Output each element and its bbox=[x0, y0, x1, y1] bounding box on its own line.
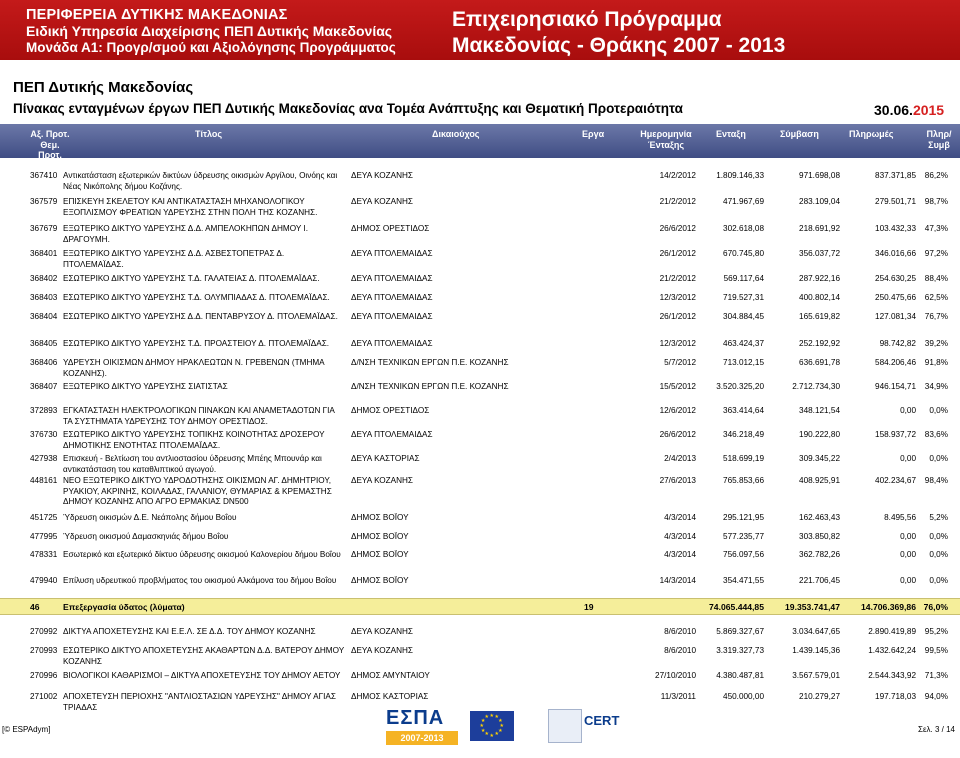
row-beneficiary: ΔΗΜΟΣ ΒΟΪΟΥ bbox=[351, 532, 409, 541]
row-contract: 162.463,43 bbox=[799, 513, 840, 522]
row-title: ΕΣΩΤΕΡΙΚΟ ΔΙΚΤΥΟ ΥΔΡΕΥΣΗΣ ΤΟΠΙΚΗΣ ΚΟΙΝΟΤΗΤΑΣ ΔΡΟΣΕΡΟΥ ΔΗΜΟΤΙΚΗΣ ΕΝΟΤΗΤΑΣ ΠΤΟΛΕΜΑΪΔΑΣ. bbox=[63, 430, 325, 450]
row-entaxi: 670.745,80 bbox=[723, 249, 764, 258]
row-title: Εσωτερικό και εξωτερικό δίκτυο ύδρευσης οικισμού Καλονερίου δήμου Βοΐου bbox=[63, 550, 341, 559]
row-date: 21/2/2012 bbox=[659, 274, 696, 283]
row-entaxi: 450.000,00 bbox=[723, 692, 764, 701]
row-payments: 103.432,33 bbox=[875, 224, 916, 233]
row-ratio: 39,2% bbox=[924, 339, 948, 348]
row-contract: 408.925,91 bbox=[799, 476, 840, 485]
row-contract: 283.109,04 bbox=[799, 197, 840, 206]
row-date: 27/10/2010 bbox=[655, 671, 696, 680]
row-ratio: 5,2% bbox=[929, 513, 948, 522]
row-beneficiary: Δ/ΝΣΗ ΤΕΧΝΙΚΩΝ ΕΡΓΩΝ Π.Ε. ΚΟΖΑΝΗΣ bbox=[351, 382, 509, 391]
eu-star-icon: ★ bbox=[494, 713, 499, 720]
row-contract: 309.345,22 bbox=[799, 454, 840, 463]
row-beneficiary: ΔΕΥΑ ΚΟΖΑΝΗΣ bbox=[351, 197, 413, 206]
row-contract: 1.439.145,36 bbox=[792, 646, 840, 655]
eu-star-icon: ★ bbox=[484, 731, 489, 738]
banner-authority: Ειδική Υπηρεσία Διαχείρισης ΠΕΠ Δυτικής Μακεδονίας bbox=[26, 23, 393, 39]
row-beneficiary: ΔΕΥΑ ΠΤΟΛΕΜΑΙΔΑΣ bbox=[351, 293, 433, 302]
row-entaxi: 471.967,69 bbox=[723, 197, 764, 206]
row-ratio: 95,2% bbox=[924, 627, 948, 636]
column-contract: Σύμβαση bbox=[780, 129, 819, 139]
total-entaxi: 74.065.444,85 bbox=[709, 602, 764, 612]
row-ratio: 83,6% bbox=[924, 430, 948, 439]
row-mis: 367579 bbox=[30, 197, 58, 206]
column-date bbox=[636, 129, 696, 150]
espa-logo-word: ΕΣΠΑ bbox=[386, 707, 445, 729]
row-payments: 250.475,66 bbox=[875, 293, 916, 302]
row-entaxi: 3.319.327,73 bbox=[716, 646, 764, 655]
column-ratio bbox=[922, 129, 956, 150]
row-ratio: 0,0% bbox=[929, 550, 948, 559]
footer-page-number: Σελ. 3 / 14 bbox=[918, 725, 955, 734]
row-beneficiary: ΔΗΜΟΣ ΟΡΕΣΤΙΔΟΣ bbox=[351, 406, 430, 415]
row-title: ΝΕΟ ΕΞΩΤΕΡΙΚΟ ΔΙΚΤΥΟ ΥΔΡΟΔΟΤΗΣΗΣ ΟΙΚΙΣΜΩΝ ΑΓ. ΔΗΜΗΤΡΙΟΥ, ΡΥΑΚΙΟΥ, ΑΚΡΙΝΗΣ, ΚΟΙΛΑΔΑΣ, ΓΑΛΑΝΙΟΥ, ΘΥΜΑΡΙΑΣ & ΚΡΕΜΑΣΤΗΣ ΔΗΜΟΥ ΚΟΖΑΝΗΣ ΑΠΟ ΑΓΡΟ ΕΡΜΑΚΙΑΣ DN500 bbox=[63, 476, 332, 506]
row-mis: 368405 bbox=[30, 339, 58, 348]
row-beneficiary: ΔΗΜΟΣ ΚΑΣΤΟΡΙΑΣ bbox=[351, 692, 429, 701]
row-date: 15/5/2012 bbox=[659, 382, 696, 391]
row-title: ΕΣΩΤΕΡΙΚΟ ΔΙΚΤΥΟ ΥΔΡΕΥΣΗΣ Δ.Δ. ΠΕΝΤΑΒΡΥΣΟΥ Δ. ΠΤΟΛΕΜΑΪΔΑΣ. bbox=[63, 312, 338, 321]
total-code: 46 bbox=[30, 602, 40, 612]
row-mis: 270992 bbox=[30, 627, 58, 636]
row-payments: 946.154,71 bbox=[875, 382, 916, 391]
page-title: ΠΕΠ Δυτικής Μακεδονίας bbox=[13, 79, 194, 96]
row-title: Ύδρευση οικισμού Δαμασκηνιάς δήμου Βοΐου bbox=[63, 532, 229, 541]
row-entaxi: 346.218,49 bbox=[723, 430, 764, 439]
row-payments: 0,00 bbox=[900, 532, 916, 541]
eu-star-icon: ★ bbox=[480, 727, 486, 734]
row-mis: 368403 bbox=[30, 293, 58, 302]
row-contract: 190.222,80 bbox=[799, 430, 840, 439]
row-payments: 254.630,25 bbox=[875, 274, 916, 283]
row-date: 8/6/2010 bbox=[664, 646, 696, 655]
row-mis: 368404 bbox=[30, 312, 58, 321]
row-mis: 372893 bbox=[30, 406, 58, 415]
row-payments: 2.544.343,92 bbox=[868, 671, 916, 680]
row-beneficiary: ΔΕΥΑ ΚΟΖΑΝΗΣ bbox=[351, 476, 413, 485]
row-ratio: 0,0% bbox=[929, 532, 948, 541]
row-title: ΕΞΩΤΕΡΙΚΟ ΔΙΚΤΥΟ ΥΔΡΕΥΣΗΣ ΣΙΑΤΙΣΤΑΣ bbox=[63, 382, 228, 391]
report-date-year: 2015 bbox=[912, 102, 945, 118]
row-mis: 270993 bbox=[30, 646, 58, 655]
row-ratio: 71,3% bbox=[924, 671, 948, 680]
cert-logo-word: CERT bbox=[584, 713, 620, 728]
row-title: ΕΣΩΤΕΡΙΚΟ ΔΙΚΤΥΟ ΥΔΡΕΥΣΗΣ Τ.Δ. ΠΡΟΑΣΤΕΙΟΥ Δ. ΠΤΟΛΕΜΑΪΔΑΣ. bbox=[63, 339, 330, 348]
eu-star-icon: ★ bbox=[484, 713, 489, 720]
espa-logo bbox=[384, 707, 460, 747]
column-beneficiary: Δικαιούχος bbox=[432, 129, 480, 139]
row-mis: 376730 bbox=[30, 430, 58, 439]
row-payments: 98.742,82 bbox=[879, 339, 916, 348]
total-works: 19 bbox=[584, 602, 594, 612]
row-payments: 0,00 bbox=[900, 576, 916, 585]
row-ratio: 0,0% bbox=[929, 406, 948, 415]
row-date: 5/7/2012 bbox=[664, 358, 696, 367]
report-date bbox=[874, 102, 944, 118]
cert-logo bbox=[548, 709, 620, 745]
column-entaxi: Ενταξη bbox=[716, 129, 746, 139]
row-entaxi: 569.117,64 bbox=[723, 274, 764, 283]
row-contract: 356.037,72 bbox=[799, 249, 840, 258]
footer-logos bbox=[384, 707, 624, 749]
row-entaxi: 518.699,19 bbox=[723, 454, 764, 463]
row-ratio: 34,9% bbox=[924, 382, 948, 391]
column-code-l3: MIS bbox=[41, 160, 58, 171]
row-ratio: 76,7% bbox=[924, 312, 948, 321]
row-payments: 127.081,34 bbox=[875, 312, 916, 321]
row-beneficiary: ΔΗΜΟΣ ΒΟΪΟΥ bbox=[351, 576, 409, 585]
row-title: ΕΞΩΤΕΡΙΚΟ ΔΙΚΤΥΟ ΥΔΡΕΥΣΗΣ Δ.Δ. ΑΜΠΕΛΟΚΗΠΩΝ ΔΗΜΟΥ Ι. ΔΡΑΓΟΥΜΗ. bbox=[63, 224, 308, 244]
row-date: 12/3/2012 bbox=[659, 293, 696, 302]
eu-star-icon: ★ bbox=[498, 727, 503, 734]
row-date: 14/2/2012 bbox=[659, 171, 696, 180]
row-date: 26/1/2012 bbox=[659, 312, 696, 321]
eu-flag-icon bbox=[470, 711, 514, 741]
row-ratio: 94,0% bbox=[924, 692, 948, 701]
row-date: 4/3/2014 bbox=[664, 513, 696, 522]
row-entaxi: 4.380.487,81 bbox=[716, 671, 764, 680]
row-title: Αντικατάσταση εξωτερικών δικτύων ύδρευσης οικισμών Αργίλου, Οινόης και Νέας Νικόπολης δήμου Κοζάνης. bbox=[63, 171, 338, 191]
row-payments: 0,00 bbox=[900, 454, 916, 463]
row-mis: 368407 bbox=[30, 382, 58, 391]
column-payments: Πληρωμές bbox=[849, 129, 894, 139]
row-entaxi: 1.809.146,33 bbox=[716, 171, 764, 180]
row-contract: 636.691,78 bbox=[799, 358, 840, 367]
total-contract: 19.353.741,47 bbox=[785, 602, 840, 612]
column-ratio-l2: Συμβ bbox=[928, 139, 950, 150]
row-title: Ύδρευση οικισμών Δ.Ε. Νεάπολης δήμου Βοΐου bbox=[63, 513, 237, 522]
row-title: ΕΣΩΤΕΡΙΚΟ ΔΙΚΤΥΟ ΑΠΟΧΕΤΕΥΣΗΣ ΑΚΑΘΑΡΤΩΝ Δ.Δ. ΒΑΤΕΡΟΥ ΔΗΜΟΥ ΚΟΖΑΝΗΣ bbox=[63, 646, 345, 666]
row-date: 21/2/2012 bbox=[659, 197, 696, 206]
row-contract: 362.782,26 bbox=[799, 550, 840, 559]
row-payments: 346.016,66 bbox=[875, 249, 916, 258]
eu-star-icon: ★ bbox=[489, 712, 494, 719]
row-beneficiary: ΔΕΥΑ ΠΤΟΛΕΜΑΙΔΑΣ bbox=[351, 430, 433, 439]
total-ratio: 76,0% bbox=[923, 602, 948, 612]
row-mis: 367410 bbox=[30, 171, 58, 180]
row-title: ΕΓΚΑΤΑΣΤΑΣΗ ΗΛΕΚΤΡΟΛΟΓΙΚΩΝ ΠΙΝΑΚΩΝ ΚΑΙ ΑΝΑΜΕΤΑΔΟΤΩΝ ΓΙΑ ΤΑ ΣΥΣΤΗΜΑΤΑ ΥΔΡΕΥΣΗΣ ΤΟΥ ΔΗΜΟΥ ΟΡΕΣΤΙΔΟΣ. bbox=[63, 406, 335, 426]
row-entaxi: 713.012,15 bbox=[723, 358, 764, 367]
row-date: 8/6/2010 bbox=[664, 627, 696, 636]
row-date: 12/3/2012 bbox=[659, 339, 696, 348]
row-entaxi: 719.527,31 bbox=[723, 293, 764, 302]
row-payments: 197.718,03 bbox=[875, 692, 916, 701]
espa-logo-years: 2007-2013 bbox=[386, 731, 458, 745]
page-subtitle: Πίνακας ενταγμένων έργων ΠΕΠ Δυτικής Μακεδονίας ανα Τομέα Ανάπτυξης και Θεματική Προτεραιότητα bbox=[13, 101, 683, 116]
row-date: 2/4/2013 bbox=[664, 454, 696, 463]
column-code bbox=[30, 129, 70, 171]
row-entaxi: 756.097,56 bbox=[723, 550, 764, 559]
row-ratio: 99,5% bbox=[924, 646, 948, 655]
row-mis: 478331 bbox=[30, 550, 58, 559]
row-beneficiary: ΔΕΥΑ ΚΑΣΤΟΡΙΑΣ bbox=[351, 454, 420, 463]
row-beneficiary: ΔΕΥΑ ΠΤΟΛΕΜΑΙΔΑΣ bbox=[351, 312, 433, 321]
row-contract: 221.706,45 bbox=[799, 576, 840, 585]
banner-programme: Επιχειρησιακό Πρόγραμμα bbox=[452, 8, 722, 31]
row-payments: 8.495,56 bbox=[884, 513, 916, 522]
row-beneficiary: ΔΕΥΑ ΚΟΖΑΝΗΣ bbox=[351, 627, 413, 636]
banner-region: ΠΕΡΙΦΕΡΕΙΑ ΔΥΤΙΚΗΣ ΜΑΚΕΔΟΝΙΑΣ bbox=[26, 7, 288, 23]
cert-badge-icon bbox=[548, 709, 582, 743]
row-beneficiary: ΔΕΥΑ ΠΤΟΛΕΜΑΙΔΑΣ bbox=[351, 274, 433, 283]
row-title: ΒΙΟΛΟΓΙΚΟΙ ΚΑΘΑΡΙΣΜΟΙ – ΔΙΚΤΥΑ ΑΠΟΧΕΤΕΥΣΗΣ ΤΟΥ ΔΗΜΟΥ ΑΕΤΟΥ bbox=[63, 671, 341, 680]
row-payments: 0,00 bbox=[900, 406, 916, 415]
header-banner bbox=[0, 0, 960, 60]
row-entaxi: 354.471,55 bbox=[723, 576, 764, 585]
row-entaxi: 295.121,95 bbox=[723, 513, 764, 522]
eu-star-icon: ★ bbox=[494, 731, 499, 738]
row-ratio: 97,2% bbox=[924, 249, 948, 258]
row-mis: 448161 bbox=[30, 476, 58, 485]
row-title: ΕΞΩΤΕΡΙΚΟ ΔΙΚΤΥΟ ΥΔΡΕΥΣΗΣ Δ.Δ. ΑΣΒΕΣΤΟΠΕΤΡΑΣ Δ. ΠΤΟΛΕΜΑΪΔΑΣ. bbox=[63, 249, 285, 269]
row-entaxi: 463.424,37 bbox=[723, 339, 764, 348]
column-code-l1: Αξ. Προτ. bbox=[30, 129, 70, 139]
row-entaxi: 363.414,64 bbox=[723, 406, 764, 415]
column-code-l2: Θεμ. Προτ. bbox=[38, 139, 62, 160]
column-date-l1: Ημερομηνία bbox=[640, 129, 692, 139]
row-payments: 279.501,71 bbox=[875, 197, 916, 206]
row-beneficiary: ΔΗΜΟΣ ΒΟΪΟΥ bbox=[351, 513, 409, 522]
row-contract: 218.691,92 bbox=[799, 224, 840, 233]
row-mis: 368406 bbox=[30, 358, 58, 367]
row-mis: 367679 bbox=[30, 224, 58, 233]
column-title: Τίτλος bbox=[195, 129, 223, 139]
row-beneficiary: ΔΕΥΑ ΚΟΖΑΝΗΣ bbox=[351, 646, 413, 655]
eu-star-icon: ★ bbox=[499, 722, 504, 729]
row-ratio: 0,0% bbox=[929, 454, 948, 463]
row-contract: 971.698,08 bbox=[799, 171, 840, 180]
footer-copyright: [© ESPAdym] bbox=[2, 725, 51, 734]
row-mis: 271002 bbox=[30, 692, 58, 701]
row-date: 26/6/2012 bbox=[659, 224, 696, 233]
row-entaxi: 304.884,45 bbox=[723, 312, 764, 321]
row-mis: 368402 bbox=[30, 274, 58, 283]
row-date: 26/1/2012 bbox=[659, 249, 696, 258]
row-date: 14/3/2014 bbox=[659, 576, 696, 585]
row-payments: 584.206,46 bbox=[875, 358, 916, 367]
row-contract: 2.712.734,30 bbox=[792, 382, 840, 391]
banner-unit: Μονάδα Α1: Προγρ/σμού και Αξιολόγησης Προγράμματος bbox=[26, 40, 396, 55]
row-payments: 1.432.642,24 bbox=[868, 646, 916, 655]
row-ratio: 86,2% bbox=[924, 171, 948, 180]
row-title: ΔΙΚΤΥΑ ΑΠΟΧΕΤΕΥΣΗΣ ΚΑΙ Ε.Ε.Λ. ΣΕ Δ.Δ. ΤΟΥ ΔΗΜΟΥ ΚΟΖΑΝΗΣ bbox=[63, 627, 316, 636]
row-contract: 3.567.579,01 bbox=[792, 671, 840, 680]
row-ratio: 98,7% bbox=[924, 197, 948, 206]
column-date-l2: Ένταξης bbox=[647, 139, 685, 150]
row-payments: 158.937,72 bbox=[875, 430, 916, 439]
column-ratio-l1: Πληρ/ bbox=[926, 129, 952, 139]
row-ratio: 91,8% bbox=[924, 358, 948, 367]
row-contract: 400.802,14 bbox=[799, 293, 840, 302]
row-ratio: 98,4% bbox=[924, 476, 948, 485]
row-mis: 368401 bbox=[30, 249, 58, 258]
banner-programme-period: Μακεδονίας - Θράκης 2007 - 2013 bbox=[452, 34, 786, 57]
row-mis: 451725 bbox=[30, 513, 58, 522]
row-contract: 165.619,82 bbox=[799, 312, 840, 321]
row-beneficiary: ΔΕΥΑ ΠΤΟΛΕΜΑΙΔΑΣ bbox=[351, 249, 433, 258]
row-contract: 303.850,82 bbox=[799, 532, 840, 541]
row-mis: 427938 bbox=[30, 454, 58, 463]
row-contract: 287.922,16 bbox=[799, 274, 840, 283]
row-beneficiary: ΔΗΜΟΣ ΟΡΕΣΤΙΔΟΣ bbox=[351, 224, 430, 233]
eu-star-icon: ★ bbox=[480, 717, 486, 724]
table-header bbox=[0, 124, 960, 171]
row-title: Επισκευή - Βελτίωση του αντλιοστασίου ύδρευσης Μπέης Μπουνάρ και αντικατάσταση του καταθλιπτικού αγωγού. bbox=[63, 454, 322, 474]
row-contract: 252.192,92 bbox=[799, 339, 840, 348]
row-title: ΕΣΩΤΕΡΙΚΟ ΔΙΚΤΥΟ ΥΔΡΕΥΣΗΣ Τ.Δ. ΟΛΥΜΠΙΑΔΑΣ Δ. ΠΤΟΛΕΜΑΪΔΑΣ. bbox=[63, 293, 330, 302]
total-title: Επεξεργασία ύδατος (λύματα) bbox=[63, 602, 185, 612]
row-title: Επίλυση υδρευτικού προβλήματος του οικισμού Αλκάμονα του δήμου Βοΐου bbox=[63, 576, 337, 585]
row-title: ΕΣΩΤΕΡΙΚΟ ΔΙΚΤΥΟ ΥΔΡΕΥΣΗΣ Τ.Δ. ΓΑΛΑΤΕΙΑΣ Δ. ΠΤΟΛΕΜΑΪΔΑΣ. bbox=[63, 274, 320, 283]
total-payments: 14.706.369,86 bbox=[861, 602, 916, 612]
row-entaxi: 3.520.325,20 bbox=[716, 382, 764, 391]
row-beneficiary: ΔΗΜΟΣ ΑΜΥΝΤΑΙΟΥ bbox=[351, 671, 430, 680]
row-date: 12/6/2012 bbox=[659, 406, 696, 415]
row-date: 27/6/2013 bbox=[659, 476, 696, 485]
category-total-row bbox=[0, 598, 960, 615]
row-title: ΑΠΟΧΕΤΕΥΣΗ ΠΕΡΙΟΧΗΣ "ΑΝΤΛΙΟΣΤΑΣΙΩΝ ΥΔΡΕΥΣΗΣ" ΔΗΜΟΥ ΑΓΙΑΣ ΤΡΙΑΔΑΣ bbox=[63, 692, 336, 712]
row-mis: 477995 bbox=[30, 532, 58, 541]
row-date: 4/3/2014 bbox=[664, 550, 696, 559]
row-beneficiary: Δ/ΝΣΗ ΤΕΧΝΙΚΩΝ ΕΡΓΩΝ Π.Ε. ΚΟΖΑΝΗΣ bbox=[351, 358, 509, 367]
row-mis: 479940 bbox=[30, 576, 58, 585]
row-title: ΥΔΡΕΥΣΗ ΟΙΚΙΣΜΩΝ ΔΗΜΟΥ ΗΡΑΚΛΕΩΤΩΝ Ν. ΓΡΕΒΕΝΩΝ (ΤΜΗΜΑ ΚΟΖΑΝΗΣ). bbox=[63, 358, 325, 378]
row-entaxi: 765.853,66 bbox=[723, 476, 764, 485]
row-payments: 402.234,67 bbox=[875, 476, 916, 485]
row-ratio: 88,4% bbox=[924, 274, 948, 283]
row-ratio: 47,3% bbox=[924, 224, 948, 233]
eu-star-icon: ★ bbox=[498, 717, 503, 724]
row-ratio: 62,5% bbox=[924, 293, 948, 302]
row-ratio: 0,0% bbox=[929, 576, 948, 585]
row-entaxi: 302.618,08 bbox=[723, 224, 764, 233]
row-payments: 837.371,85 bbox=[875, 171, 916, 180]
row-entaxi: 577.235,77 bbox=[723, 532, 764, 541]
column-works: Εργα bbox=[582, 129, 605, 139]
row-contract: 210.279,27 bbox=[799, 692, 840, 701]
row-date: 4/3/2014 bbox=[664, 532, 696, 541]
row-beneficiary: ΔΕΥΑ ΚΟΖΑΝΗΣ bbox=[351, 171, 413, 180]
row-contract: 348.121,54 bbox=[799, 406, 840, 415]
eu-star-icon: ★ bbox=[479, 722, 484, 729]
row-date: 26/6/2012 bbox=[659, 430, 696, 439]
row-beneficiary: ΔΕΥΑ ΠΤΟΛΕΜΑΙΔΑΣ bbox=[351, 339, 433, 348]
row-entaxi: 5.869.327,67 bbox=[716, 627, 764, 636]
row-contract: 3.034.647,65 bbox=[792, 627, 840, 636]
row-date: 11/3/2011 bbox=[660, 692, 696, 701]
row-beneficiary: ΔΗΜΟΣ ΒΟΪΟΥ bbox=[351, 550, 409, 559]
row-title: ΕΠΙΣΚΕΥΗ ΣΚΕΛΕΤΟΥ ΚΑΙ ΑΝΤΙΚΑΤΑΣΤΑΣΗ ΜΗΧΑΝΟΛΟΓΙΚΟΥ ΕΞΟΠΛΙΣΜΟΥ ΦΡΕΑΤΙΩΝ ΥΔΡΕΥΣΗΣ ΣΤΗΝ ΠΟΛΗ ΤΗΣ ΚΟΖΑΝΗΣ. bbox=[63, 197, 318, 217]
row-mis: 270996 bbox=[30, 671, 58, 680]
eu-star-icon: ★ bbox=[489, 732, 494, 739]
row-payments: 0,00 bbox=[900, 550, 916, 559]
report-date-day: 30.06. bbox=[874, 102, 913, 118]
row-payments: 2.890.419,89 bbox=[868, 627, 916, 636]
